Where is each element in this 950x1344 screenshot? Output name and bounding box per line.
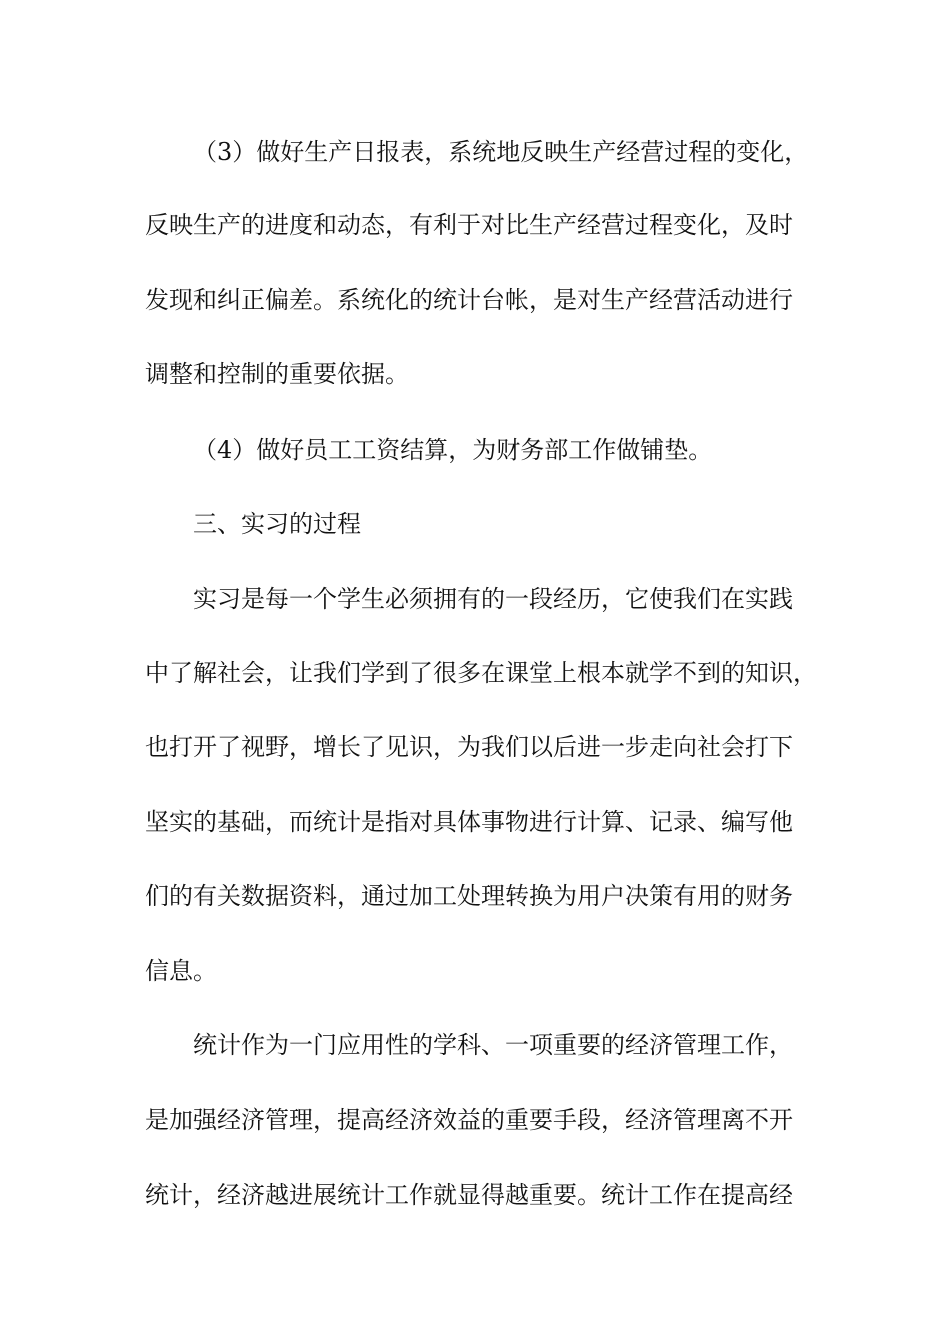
paragraph-line-5: （4）做好员工工资结算，为财务部工作做铺垫。 [193, 436, 713, 464]
section-heading: 三、实习的过程 [193, 510, 361, 538]
paragraph-line-8: 中了解社会，让我们学到了很多在课堂上根本就学不到的知识， [145, 659, 817, 687]
paragraph-line-14: 是加强经济管理，提高经济效益的重要手段，经济管理离不开 [145, 1106, 793, 1134]
paragraph-line-9: 也打开了视野，增长了见识，为我们以后进一步走向社会打下 [145, 733, 793, 761]
paragraph-line-15: 统计，经济越进展统计工作就显得越重要。统计工作在提高经 [145, 1181, 793, 1209]
paragraph-line-10: 坚实的基础，而统计是指对具体事物进行计算、记录、编写他 [145, 808, 793, 836]
paragraph-line-7: 实习是每一个学生必须拥有的一段经历，它使我们在实践 [193, 585, 793, 613]
paragraph-line-13: 统计作为一门应用性的学科、一项重要的经济管理工作， [193, 1031, 793, 1059]
paragraph-line-1: （3）做好生产日报表，系统地反映生产经营过程的变化， [193, 138, 809, 166]
paragraph-line-3: 发现和纠正偏差。系统化的统计台帐，是对生产经营活动进行 [145, 286, 793, 314]
paragraph-line-4: 调整和控制的重要依据。 [145, 360, 409, 388]
paragraph-line-11: 们的有关数据资料，通过加工处理转换为用户决策有用的财务 [145, 882, 793, 910]
paragraph-line-2: 反映生产的进度和动态，有利于对比生产经营过程变化，及时 [145, 211, 793, 239]
paragraph-line-12: 信息。 [145, 957, 217, 985]
